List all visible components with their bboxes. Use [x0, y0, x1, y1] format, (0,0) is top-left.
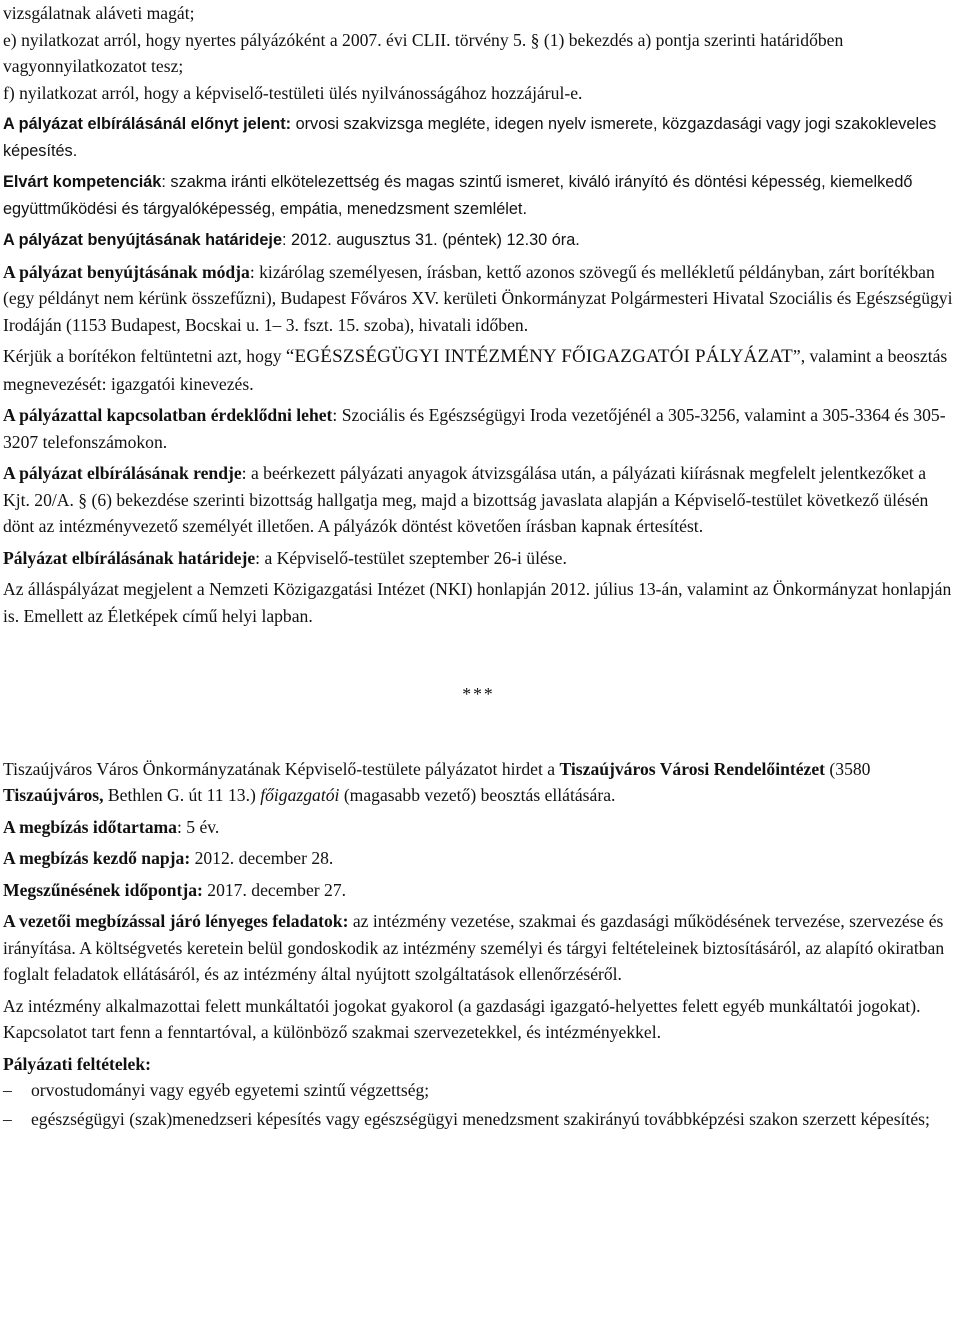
line-declaration-e: e) nyilatkozat arról, hogy nyertes pályázóként a 2007. évi CLII. törvény 5. § (1) bekezdés a) pontja szerinti határidőben vagyonnyilatkozatot tesz;: [3, 29, 844, 76]
procedure-text: : a beérkezett pályázati anyagok átvizsgálása után, a pályázati kiírásnak megfelelt jelentkezőket a Kjt. 20/A. § (6) bekezdése szerinti bizottság hallgatja meg, majd a bizottság javaslata alapján a Képviselő-testület következő ülésén dönt az intézményvezető személyét illetően. A pályázók döntést követően írásban kapnak értesítést.: [3, 463, 929, 536]
decision-deadline-label: Pályázat elbírálásának határideje: [3, 547, 256, 568]
start-date-line: A megbízás kezdő napja: 2012. december 28.: [3, 848, 334, 868]
line-examination: vizsgálatnak aláveti magát;: [3, 3, 195, 23]
duration-line: A megbízás időtartama: 5 év.: [3, 816, 220, 837]
condition-item: – orvostudományi vagy egyéb egyetemi szintű végzettség;: [3, 1080, 430, 1100]
procedure-label: A pályázat elbírálásának rendje: [3, 463, 242, 483]
deadline-label: A pályázat benyújtásának határideje: [3, 231, 282, 249]
advantage-paragraph: [3, 111, 954, 164]
second-intro-paragraph: Tiszaújváros Város Önkormányzatának Képviselő-testülete pályázatot hirdet a Tiszaújváros Városi Rendelőintézet (3580 Tiszaújváros, Bethlen G. út 11 13.) főigazgatói (magasabb vezető) beosztás ellátására.: [3, 758, 871, 805]
competencies-paragraph: [3, 169, 954, 222]
method-text: : kizárólag személyesen, írásban, kettő azonos szövegű és mellékletű példányban, zárt borítékban (egy példányt nem kérünk összefűzni), Budapest Főváros XV. kerületi Önkormányzat Polgármesteri Hivatal Szociális és Egészségügyi Irodáján (1153 Budapest, Bocskai u. 1– 3. fszt. 15. szoba), hivatali időben.: [3, 261, 953, 335]
condition-item: – egészségügyi (szak)menedzseri képesítés vagy egészségügyi menedzsment szakirányú továbbképzési szakon szerzett képesítés;: [3, 1108, 930, 1129]
procedure-paragraph: [3, 460, 954, 540]
competencies-text: : szakma iránti elkötelezettség és magas szintű ismeret, kiváló irányító és döntési képesség, kiemelkedő együttműködési és tárgyalóképesség, empátia, menedzsment szemlélet.: [3, 173, 913, 218]
inquiry-label: A pályázattal kapcsolatban érdeklődni lehet: [3, 405, 333, 425]
decision-deadline-paragraph: [3, 545, 954, 572]
tasks-paragraph: A vezetői megbízással járó lényeges feladatok: az intézmény vezetése, szakmai és gazdasági működésének tervezése, szervezése és irányítása. A költségvetés keretein belül gondoskodik az intézmény személyi és tárgyi feltételeinek biztosításáról, az alapító okiratban foglalt feladatok ellátásáról, és az intézmény által nyújtott szolgáltatások ellenőrzéséről.: [3, 911, 945, 984]
employer-paragraph: Az intézmény alkalmazottai felett munkáltatói jogokat gyakorol (a gazdasági igazgató-helyettes felett egyéb munkáltatói jogokat). Kapcsolatot tart fenn a fenntartóval, a különböző szakmai szervezetekkel, és intézményekkel.: [3, 995, 921, 1042]
end-date-line: Megszűnésének időpontja: 2017. december 27.: [3, 879, 347, 900]
advantage-label: A pályázat elbírálásánál előnyt jelent:: [3, 115, 292, 133]
decision-deadline-text: : a Képviselő-testület szeptember 26-i ülése.: [255, 547, 567, 568]
envelope-paragraph: Kérjük a borítékon feltüntetni azt, hogy “EGÉSZSÉGÜGYI INTÉZMÉNY FŐIGAZGATÓI PÁLYÁZAT”, valamint a beosztás megnevezését: igazgatói kinevezés.: [3, 346, 948, 394]
publication-paragraph: Az álláspályázat megjelent a Nemzeti Közigazgatási Intézet (NKI) honlapján 2012. július 13-án, valamint az Önkormányzat honlapján is. Emellett az Életképek című helyi lapban.: [3, 579, 952, 626]
conditions-heading: Pályázati feltételek:: [3, 1053, 152, 1074]
envelope-title: “EGÉSZSÉGÜGYI INTÉZMÉNY FŐIGAZGATÓI PÁLYÁZAT: [285, 346, 793, 367]
deadline-paragraph: [3, 227, 954, 254]
advantage-text: orvosi szakvizsga megléte, idegen nyelv ismerete, közgazdasági vagy jogi szakokleveles képesítés.: [3, 115, 937, 160]
inquiry-text: : Szociális és Egészségügyi Iroda vezetőjénél a 305-3256, valamint a 305-3364 és 305-3207 telefonszámokon.: [3, 405, 946, 452]
competencies-label: Elvárt kompetenciák: [3, 173, 162, 191]
method-paragraph: [3, 259, 954, 339]
inquiry-paragraph: [3, 402, 954, 455]
section-separator: ***: [462, 684, 495, 704]
line-declaration-f: f) nyilatkozat arról, hogy a képviselő-testületi ülés nyilvánosságához hozzájárul-e.: [3, 82, 583, 103]
deadline-text: : 2012. augusztus 31. (péntek) 12.30 óra.: [282, 231, 580, 249]
method-label: A pályázat benyújtásának módja: [3, 261, 250, 282]
